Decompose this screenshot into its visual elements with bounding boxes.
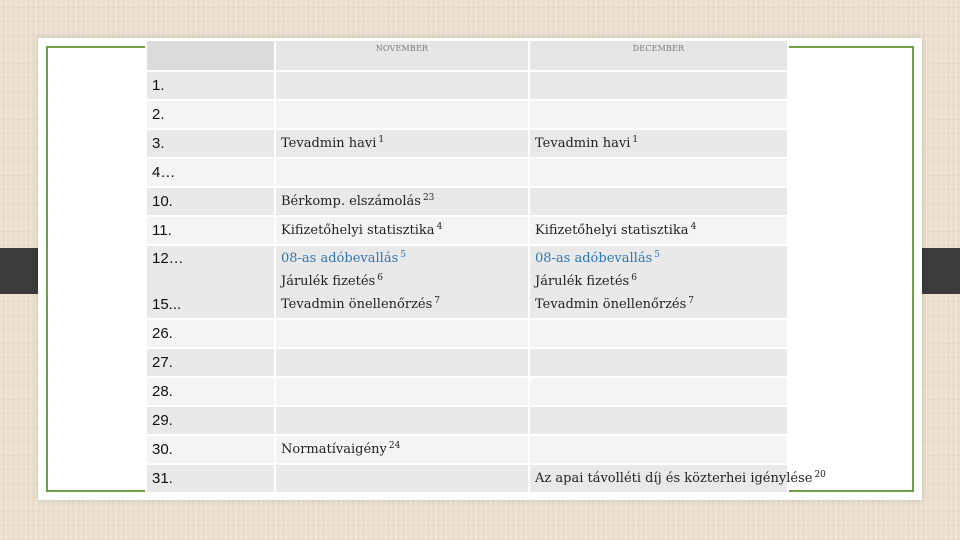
december-cell: [529, 216, 788, 245]
table-row: [146, 377, 788, 406]
table-row: [146, 319, 788, 348]
november-cell: [275, 100, 529, 129]
day-cell: 29.: [146, 406, 275, 435]
day-cell: 10.: [146, 187, 275, 216]
november-cell: [275, 129, 529, 158]
day-cell: 11.: [146, 216, 275, 245]
entry-line: [281, 271, 523, 294]
entry-text: 08-as adóbevallás: [535, 251, 653, 266]
day-cell: 27.: [146, 348, 275, 377]
table-row: [146, 348, 788, 377]
footnote-ref: 7: [688, 296, 695, 306]
november-cell: [275, 464, 529, 493]
november-cell: [275, 245, 529, 319]
footnote-ref: 4: [436, 222, 443, 232]
day-label: 12…: [152, 250, 184, 267]
december-cell: [529, 187, 788, 216]
entry-line: [281, 248, 523, 271]
footnote-ref: 4: [690, 222, 697, 232]
december-cell: [529, 71, 788, 100]
entry-text: Tevadmin önellenőrzés: [281, 297, 433, 312]
day-cell: 2.: [146, 100, 275, 129]
november-cell: [275, 406, 529, 435]
header-november: NOVEMBER: [275, 40, 529, 71]
entry-line: [535, 248, 782, 271]
header-row: [146, 40, 788, 71]
table-row: [146, 435, 788, 464]
entry-text: 08-as adóbevallás: [281, 251, 399, 266]
entry-text: Járulék fizetés: [281, 274, 376, 289]
entry-text: Kifizetőhelyi statisztika: [535, 223, 689, 238]
table-row: [146, 158, 788, 187]
table-row: [146, 129, 788, 158]
table-row: [146, 71, 788, 100]
schedule-table: [145, 39, 826, 494]
footnote-ref: 6: [631, 273, 637, 283]
november-cell: [275, 187, 529, 216]
day-cell: 30.: [146, 435, 275, 464]
entry-text: Tevadmin havi: [535, 136, 631, 151]
footnote-ref: 6: [377, 273, 383, 283]
table-row: [146, 100, 788, 129]
entry-text: Kifizetőhelyi statisztika: [281, 223, 435, 238]
day-cell: 31.: [146, 464, 275, 493]
table-row-multi: [146, 245, 788, 319]
header-december: DECEMBER: [529, 40, 788, 71]
december-cell: [529, 129, 788, 158]
entry-line: [535, 294, 782, 317]
entry-line: [281, 294, 523, 317]
table-row: [146, 406, 788, 435]
footnote-ref: 1: [378, 135, 385, 145]
december-cell: [529, 348, 788, 377]
header-corner: [146, 40, 275, 71]
footnote-ref: 20: [814, 470, 826, 480]
footnote-ref: 7: [434, 296, 441, 306]
december-cell: [529, 245, 788, 319]
footnote-ref: 1: [632, 135, 639, 145]
day-cell: 26.: [146, 319, 275, 348]
footnote-ref: 5: [400, 250, 406, 260]
december-cell: [529, 319, 788, 348]
table-row: [146, 187, 788, 216]
footnote-ref: 24: [388, 441, 401, 451]
day-cell: 3.: [146, 129, 275, 158]
entry-line: [535, 271, 782, 294]
november-cell: [275, 435, 529, 464]
november-cell: [275, 377, 529, 406]
entry-text: Bérkomp. elszámolás: [281, 194, 421, 209]
entry-text: Tevadmin önellenőrzés: [535, 297, 687, 312]
day-cell: 28.: [146, 377, 275, 406]
december-cell: [529, 406, 788, 435]
december-cell: [529, 464, 826, 493]
november-cell: [275, 216, 529, 245]
table-row: [146, 464, 788, 493]
november-cell: [275, 319, 529, 348]
day-cell: 1.: [146, 71, 275, 100]
entry-text: Járulék fizetés: [535, 274, 630, 289]
entry-text: Normatívaigény: [281, 442, 387, 457]
table-row: [146, 216, 788, 245]
december-cell: [529, 435, 788, 464]
december-cell: [529, 377, 788, 406]
november-cell: [275, 348, 529, 377]
day-cell: [146, 245, 275, 319]
footnote-ref: 5: [654, 250, 660, 260]
november-cell: [275, 71, 529, 100]
november-cell: [275, 158, 529, 187]
entry-text: Tevadmin havi: [281, 136, 377, 151]
day-cell: 4…: [146, 158, 275, 187]
day-label: 15...: [152, 296, 182, 313]
entry-text: Az apai távolléti díj és közterhei igénylése: [535, 471, 813, 486]
december-cell: [529, 158, 788, 187]
footnote-ref: 23: [422, 193, 435, 203]
december-cell: [529, 100, 788, 129]
